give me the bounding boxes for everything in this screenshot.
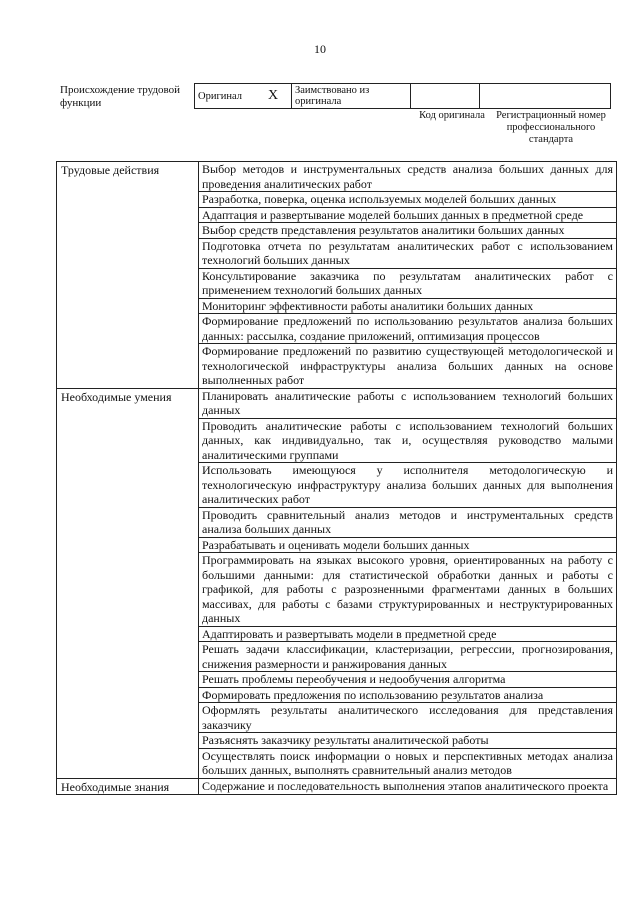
list-item: Решать проблемы переобучения и недообучения алгоритма xyxy=(199,672,617,688)
list-item: Выбор методов и инструментальных средств анализа больших данных для проведения аналитических работ xyxy=(199,162,617,192)
list-item: Планировать аналитические работы с использованием технологий больших данных xyxy=(199,388,617,418)
section-title: Необходимые знания xyxy=(57,778,199,795)
list-item: Разработка, поверка, оценка используемых моделей больших данных xyxy=(199,192,617,208)
list-item: Подготовка отчета по результатам аналитических работ с использованием технологий больших данных xyxy=(199,238,617,268)
list-item: Содержание и последовательность выполнения этапов аналитического проекта xyxy=(199,778,617,795)
list-item: Разъяснять заказчику результаты аналитической работы xyxy=(199,733,617,749)
registration-caption: Регистрационный номер профессионального стандарта xyxy=(496,110,606,145)
list-item: Формировать предложения по использованию результатов анализа xyxy=(199,687,617,703)
list-item: Проводить сравнительный анализ методов и инструментальных средств анализа больших данных xyxy=(199,507,617,537)
table-row xyxy=(57,778,617,795)
list-item: Адаптация и развертывание моделей больших данных в предметной среде xyxy=(199,207,617,223)
original-code-cell xyxy=(411,84,480,109)
list-item: Консультирование заказчика по результатам аналитических работ с применением технологий больших данных xyxy=(199,268,617,298)
section-title: Необходимые умения xyxy=(57,388,199,778)
table-row xyxy=(57,162,617,192)
section-title: Трудовые действия xyxy=(57,162,199,389)
original-mark: X xyxy=(255,84,292,109)
origin-table xyxy=(194,83,611,109)
list-item: Осуществлять поиск информации о новых и перспективных методах анализа больших данных, выполнять сравнительный анализ методов xyxy=(199,748,617,778)
page-number: 10 xyxy=(314,42,326,56)
code-caption: Код оригинала xyxy=(419,110,485,121)
list-item: Проводить аналитические работы с использованием технологий больших данных, как индивидуально, так и, осуществляя руководство малыми аналитическими группами xyxy=(199,418,617,463)
list-item: Решать задачи классификации, кластеризации, регрессии, прогнозирования, снижения размерности и ранжирования данных xyxy=(199,642,617,672)
original-label: Оригинал xyxy=(195,84,256,109)
list-item: Оформлять результаты аналитического исследования для представления заказчику xyxy=(199,703,617,733)
origin-label: Происхождение трудовой функции xyxy=(60,84,181,109)
list-item: Использовать имеющуюся у исполнителя методологическую и технологическую инфраструктуру анализа больших данных для выполнения аналитических работ xyxy=(199,463,617,508)
list-item: Программировать на языках высокого уровня, ориентированных на работу с большими данными: для статистической обработки данных и работы с графикой, для работы с разрозненными фрагментами данных в больших массивах, для работы с базами структурированных и неструктурированных данных xyxy=(199,553,617,627)
competency-table xyxy=(56,161,617,795)
list-item: Мониторинг эффективности работы аналитики больших данных xyxy=(199,298,617,314)
list-item: Разрабатывать и оценивать модели больших данных xyxy=(199,537,617,553)
table-row xyxy=(57,388,617,418)
list-item: Выбор средств представления результатов аналитики больших данных xyxy=(199,223,617,239)
borrowed-label: Заимствовано из оригинала xyxy=(292,84,411,109)
registration-number-cell xyxy=(480,84,611,109)
list-item: Формирование предложений по использованию результатов анализа больших данных: рассылка, создание приложений, оптимизация процессов xyxy=(199,314,617,344)
list-item: Формирование предложений по развитию существующей методологической и технологической инфраструктуры анализа больших данных на основе выполненных работ xyxy=(199,344,617,389)
list-item: Адаптировать и развертывать модели в предметной среде xyxy=(199,626,617,642)
